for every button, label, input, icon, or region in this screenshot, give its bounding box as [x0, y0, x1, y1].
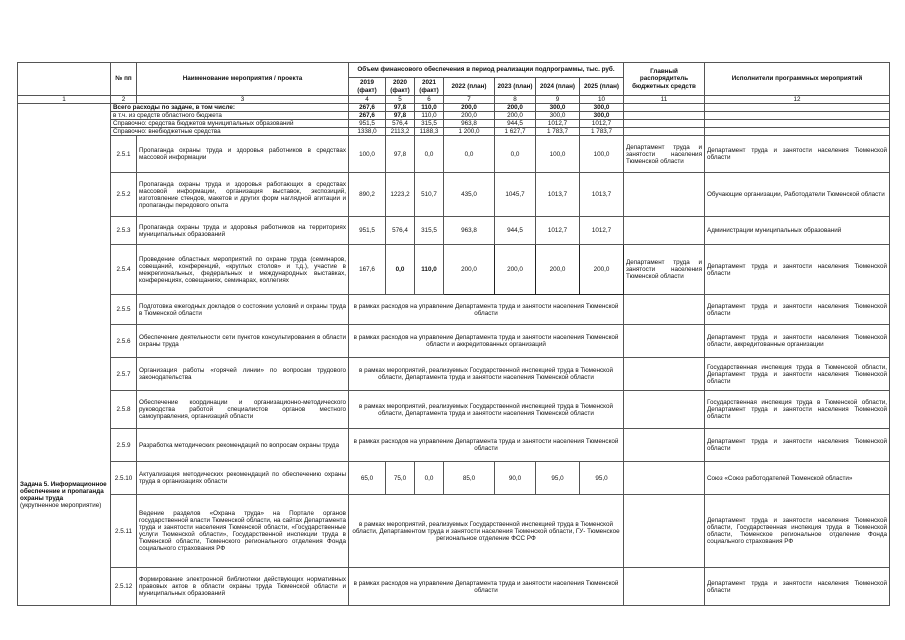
summary-value: 200,0	[495, 104, 536, 112]
col-number: 9	[536, 96, 580, 104]
row-value: 0,0	[415, 462, 444, 495]
table-row	[18, 462, 890, 495]
row-number: 2.5.2	[111, 173, 137, 217]
header-year: 2022 (план)	[444, 78, 495, 96]
row-name: Разработка методических рекомендаций по вопросам охраны труда	[137, 429, 349, 462]
summary-value: 200,0	[444, 112, 495, 120]
summary-value: 951,5	[349, 120, 386, 128]
table-row	[18, 391, 890, 429]
funding-table	[17, 62, 890, 606]
header-year: 2019 (факт)	[349, 78, 386, 96]
row-span-text: в рамках расходов на управление Департамента труда и занятости населения Тюменской области	[349, 295, 624, 325]
summary-value: 300,0	[536, 104, 580, 112]
header-executors: Исполнители программных мероприятий	[705, 63, 890, 96]
row-value: 65,0	[349, 462, 386, 495]
row-manager	[624, 217, 705, 245]
row-value: 0,0	[415, 136, 444, 173]
summary-value: 1012,7	[580, 120, 624, 128]
table-row	[18, 358, 890, 391]
row-span-text: в рамках мероприятий, реализуемых Государственной инспекцией труда в Тюменской области, Департамента труда и занятости населения Тюменской области	[349, 358, 624, 391]
summary-label: Справочно: средства бюджетов муниципальных образований	[111, 120, 349, 128]
row-value: 510,7	[415, 173, 444, 217]
row-number: 2.5.10	[111, 462, 137, 495]
row-name: Обеспечение деятельности сети пунктов консультирования в области охраны труда	[137, 325, 349, 358]
row-number: 2.5.4	[111, 245, 137, 295]
row-value: 576,4	[386, 217, 415, 245]
row-value: 100,0	[580, 136, 624, 173]
table-row	[18, 429, 890, 462]
row-name: Обеспечение координации и организационно-методического руководства работой специалистов органов местного самоуправления, организаций области	[137, 391, 349, 429]
header-year: 2024 (план)	[536, 78, 580, 96]
col-number: 5	[386, 96, 415, 104]
summary-row	[18, 112, 890, 120]
row-executors: Департамент труда и занятости населения Тюменской области, аккредитованные организации	[705, 325, 890, 358]
row-value: 95,0	[536, 462, 580, 495]
summary-value: 300,0	[580, 112, 624, 120]
row-number: 2.5.7	[111, 358, 137, 391]
row-name: Пропаганда охраны труда и здоровья работников в средствах массовой информации	[137, 136, 349, 173]
header-no: № пп	[111, 63, 137, 96]
row-value: 963,8	[444, 217, 495, 245]
summary-value: 1 200,0	[444, 128, 495, 136]
row-manager: Департамент труда и занятости населения Тюменской области	[624, 136, 705, 173]
row-name: Организация работы «горячей линии» по вопросам трудового законодательства	[137, 358, 349, 391]
row-value: 167,6	[349, 245, 386, 295]
summary-value: 97,8	[386, 112, 415, 120]
row-name: Пропаганда охраны труда и здоровья работников на территориях муниципальных образований	[137, 217, 349, 245]
row-value: 200,0	[536, 245, 580, 295]
row-manager	[624, 568, 705, 606]
row-executors: Союз «Союз работодателей Тюменской области»	[705, 462, 890, 495]
summary-value: 267,6	[349, 112, 386, 120]
row-value: 110,0	[415, 245, 444, 295]
row-number: 2.5.9	[111, 429, 137, 462]
row-manager	[624, 495, 705, 568]
summary-value: 110,0	[415, 104, 444, 112]
row-name: Актуализация методических рекомендаций по обеспечению охраны труда в организациях области	[137, 462, 349, 495]
row-value: 90,0	[495, 462, 536, 495]
row-name: Пропаганда охраны труда и здоровья работающих в средствах массовой информации, организация выставок, экспозиций, изготовление стендов, макетов и других форм наглядной агитации и пропаганды передового опыта	[137, 173, 349, 217]
summary-value: 1012,7	[536, 120, 580, 128]
row-number: 2.5.11	[111, 495, 137, 568]
table-row	[18, 173, 890, 217]
row-name: Проведение областных мероприятий по охране труда (семинаров, совещаний, конференций, «круглых столов» и т.д.), участие в межрегиональных, федеральных и международных выставках, конференциях, совещаниях, семинарах, коллегиях	[137, 245, 349, 295]
summary-value: 200,0	[444, 104, 495, 112]
col-number: 11	[624, 96, 705, 104]
row-span-text: в рамках мероприятий, реализуемых Государственной инспекцией труда в Тюменской области, Департамента труда и занятости населения Тюменской области	[349, 391, 624, 429]
summary-manager	[624, 104, 705, 112]
row-value: 200,0	[580, 245, 624, 295]
row-value: 97,8	[386, 136, 415, 173]
row-value: 95,0	[580, 462, 624, 495]
header-year: 2021 (факт)	[415, 78, 444, 96]
row-value: 0,0	[495, 136, 536, 173]
row-number: 2.5.6	[111, 325, 137, 358]
summary-executors	[705, 104, 890, 112]
header-name: Наименование мероприятия / проекта	[137, 63, 349, 96]
header-volume: Объем финансового обеспечения в период реализации подпрограммы, тыс. руб.	[349, 63, 624, 78]
table-row	[18, 568, 890, 606]
summary-value: 1188,3	[415, 128, 444, 136]
row-value: 0,0	[386, 245, 415, 295]
summary-row	[18, 120, 890, 128]
row-value: 75,0	[386, 462, 415, 495]
document-page	[17, 62, 889, 640]
row-manager	[624, 173, 705, 217]
row-manager	[624, 358, 705, 391]
row-manager	[624, 295, 705, 325]
row-span-text: в рамках расходов на управление Департамента труда и занятости населения Тюменской области	[349, 568, 624, 606]
row-name: Формирование электронной библиотеки действующих нормативных правовых актов в области охраны труда Тюменской области и муниципальных образований	[137, 568, 349, 606]
row-number: 2.5.3	[111, 217, 137, 245]
row-value: 200,0	[495, 245, 536, 295]
summary-value: 300,0	[536, 112, 580, 120]
row-value: 100,0	[536, 136, 580, 173]
row-value: 890,2	[349, 173, 386, 217]
summary-manager	[624, 112, 705, 120]
row-executors: Департамент труда и занятости населения Тюменской области	[705, 429, 890, 462]
row-name: Ведение разделов «Охрана труда» на Портале органов государственной власти Тюменской области, на сайтах Департамента труда и занятости населения Тюменской области, «Государственные услуги Тюменской области», Государственной инспекции труда в Тюменской области, Тюменского регионального отделения Фонда социального страхования РФ	[137, 495, 349, 568]
row-manager	[624, 391, 705, 429]
table-header-row	[18, 63, 890, 78]
row-value: 85,0	[444, 462, 495, 495]
row-executors: Департамент труда и занятости населения Тюменской области, Государственная инспекция труда в Тюменской области, Тюменское региональное отделение Фонда социального страхования РФ	[705, 495, 890, 568]
row-value: 1013,7	[536, 173, 580, 217]
row-value: 1012,7	[580, 217, 624, 245]
row-manager	[624, 462, 705, 495]
row-manager	[624, 429, 705, 462]
summary-row	[18, 128, 890, 136]
col-number: 2	[111, 96, 137, 104]
header-year: 2023 (план)	[495, 78, 536, 96]
col-number: 4	[349, 96, 386, 104]
col-number: 10	[580, 96, 624, 104]
summary-value: 267,6	[349, 104, 386, 112]
summary-value: 1338,0	[349, 128, 386, 136]
summary-value: 97,8	[386, 104, 415, 112]
header-year: 2020 (факт)	[386, 78, 415, 96]
col-number: 6	[415, 96, 444, 104]
row-manager: Департамент труда и занятости населения Тюменской области	[624, 245, 705, 295]
row-span-text: в рамках расходов на управление Департамента труда и занятости населения Тюменской области	[349, 429, 624, 462]
row-value: 1223,2	[386, 173, 415, 217]
col-number: 12	[705, 96, 890, 104]
summary-value: 1 783,7	[580, 128, 624, 136]
row-value: 1013,7	[580, 173, 624, 217]
row-name: Подготовка ежегодных докладов о состоянии условий и охраны труда в Тюменской области	[137, 295, 349, 325]
row-value: 1012,7	[536, 217, 580, 245]
row-executors: Департамент труда и занятости населения Тюменской области	[705, 136, 890, 173]
row-executors: Администрации муниципальных образований	[705, 217, 890, 245]
summary-manager	[624, 128, 705, 136]
table-row	[18, 495, 890, 568]
header-blank	[18, 63, 111, 96]
summary-value: 576,4	[386, 120, 415, 128]
summary-label: Всего расходы по задаче, в том числе:	[111, 104, 349, 112]
row-executors: Департамент труда и занятости населения Тюменской области	[705, 295, 890, 325]
summary-executors	[705, 128, 890, 136]
summary-executors	[705, 112, 890, 120]
summary-value: 200,0	[495, 112, 536, 120]
row-value: 200,0	[444, 245, 495, 295]
header-year: 2025 (план)	[580, 78, 624, 96]
summary-value: 110,0	[415, 112, 444, 120]
table-row	[18, 136, 890, 173]
row-number: 2.5.12	[111, 568, 137, 606]
header-manager: Главный распорядитель бюджетных средств	[624, 63, 705, 96]
col-number: 3	[137, 96, 349, 104]
row-value: 0,0	[444, 136, 495, 173]
task-note: (укрупненное мероприятие)	[20, 502, 102, 510]
table-row	[18, 217, 890, 245]
table-row	[18, 245, 890, 295]
summary-label: Справочно: внебюджетные средства	[111, 128, 349, 136]
row-span-text: в рамках мероприятий, реализуемых Государственной инспекцией труда в Тюменской области, Департаментом труда и занятости населения Тюменской области, ГУ- Тюменское региональное отделение ФСС РФ	[349, 495, 624, 568]
row-manager	[624, 325, 705, 358]
col-number: 8	[495, 96, 536, 104]
row-executors: Департамент труда и занятости населения Тюменской области	[705, 245, 890, 295]
summary-row	[18, 104, 890, 112]
col-number: 1	[18, 96, 111, 104]
row-executors: Обучающие организации, Работодатели Тюменской области	[705, 173, 890, 217]
summary-value: 944,5	[495, 120, 536, 128]
summary-value: 315,5	[415, 120, 444, 128]
row-number: 2.5.8	[111, 391, 137, 429]
row-executors: Государственная инспекция труда в Тюменской области, Департамент труда и занятости населения Тюменской области	[705, 391, 890, 429]
row-value: 315,5	[415, 217, 444, 245]
summary-executors	[705, 120, 890, 128]
col-number: 7	[444, 96, 495, 104]
table-row	[18, 295, 890, 325]
table-row	[18, 325, 890, 358]
row-value: 951,5	[349, 217, 386, 245]
summary-manager	[624, 120, 705, 128]
summary-value: 1 783,7	[536, 128, 580, 136]
summary-value: 1 627,7	[495, 128, 536, 136]
row-number: 2.5.1	[111, 136, 137, 173]
row-value: 435,0	[444, 173, 495, 217]
summary-value: 300,0	[580, 104, 624, 112]
row-span-text: в рамках расходов на управление Департамента труда и занятости населения Тюменской области и аккредитованных организаций	[349, 325, 624, 358]
column-numbers-row	[18, 96, 890, 104]
task-cell	[18, 104, 111, 606]
row-value: 944,5	[495, 217, 536, 245]
row-value: 1045,7	[495, 173, 536, 217]
row-number: 2.5.5	[111, 295, 137, 325]
summary-value: 2113,2	[386, 128, 415, 136]
summary-value: 963,8	[444, 120, 495, 128]
row-value: 100,0	[349, 136, 386, 173]
row-executors: Департамент труда и занятости населения Тюменской области	[705, 568, 890, 606]
row-executors: Государственная инспекция труда в Тюменской области, Департамент труда и занятости населения Тюменской области	[705, 358, 890, 391]
summary-label: в т.ч. из средств областного бюджета	[111, 112, 349, 120]
task-title: Задача 5. Информационное обеспечение и пропаганда охраны труда	[20, 481, 107, 503]
